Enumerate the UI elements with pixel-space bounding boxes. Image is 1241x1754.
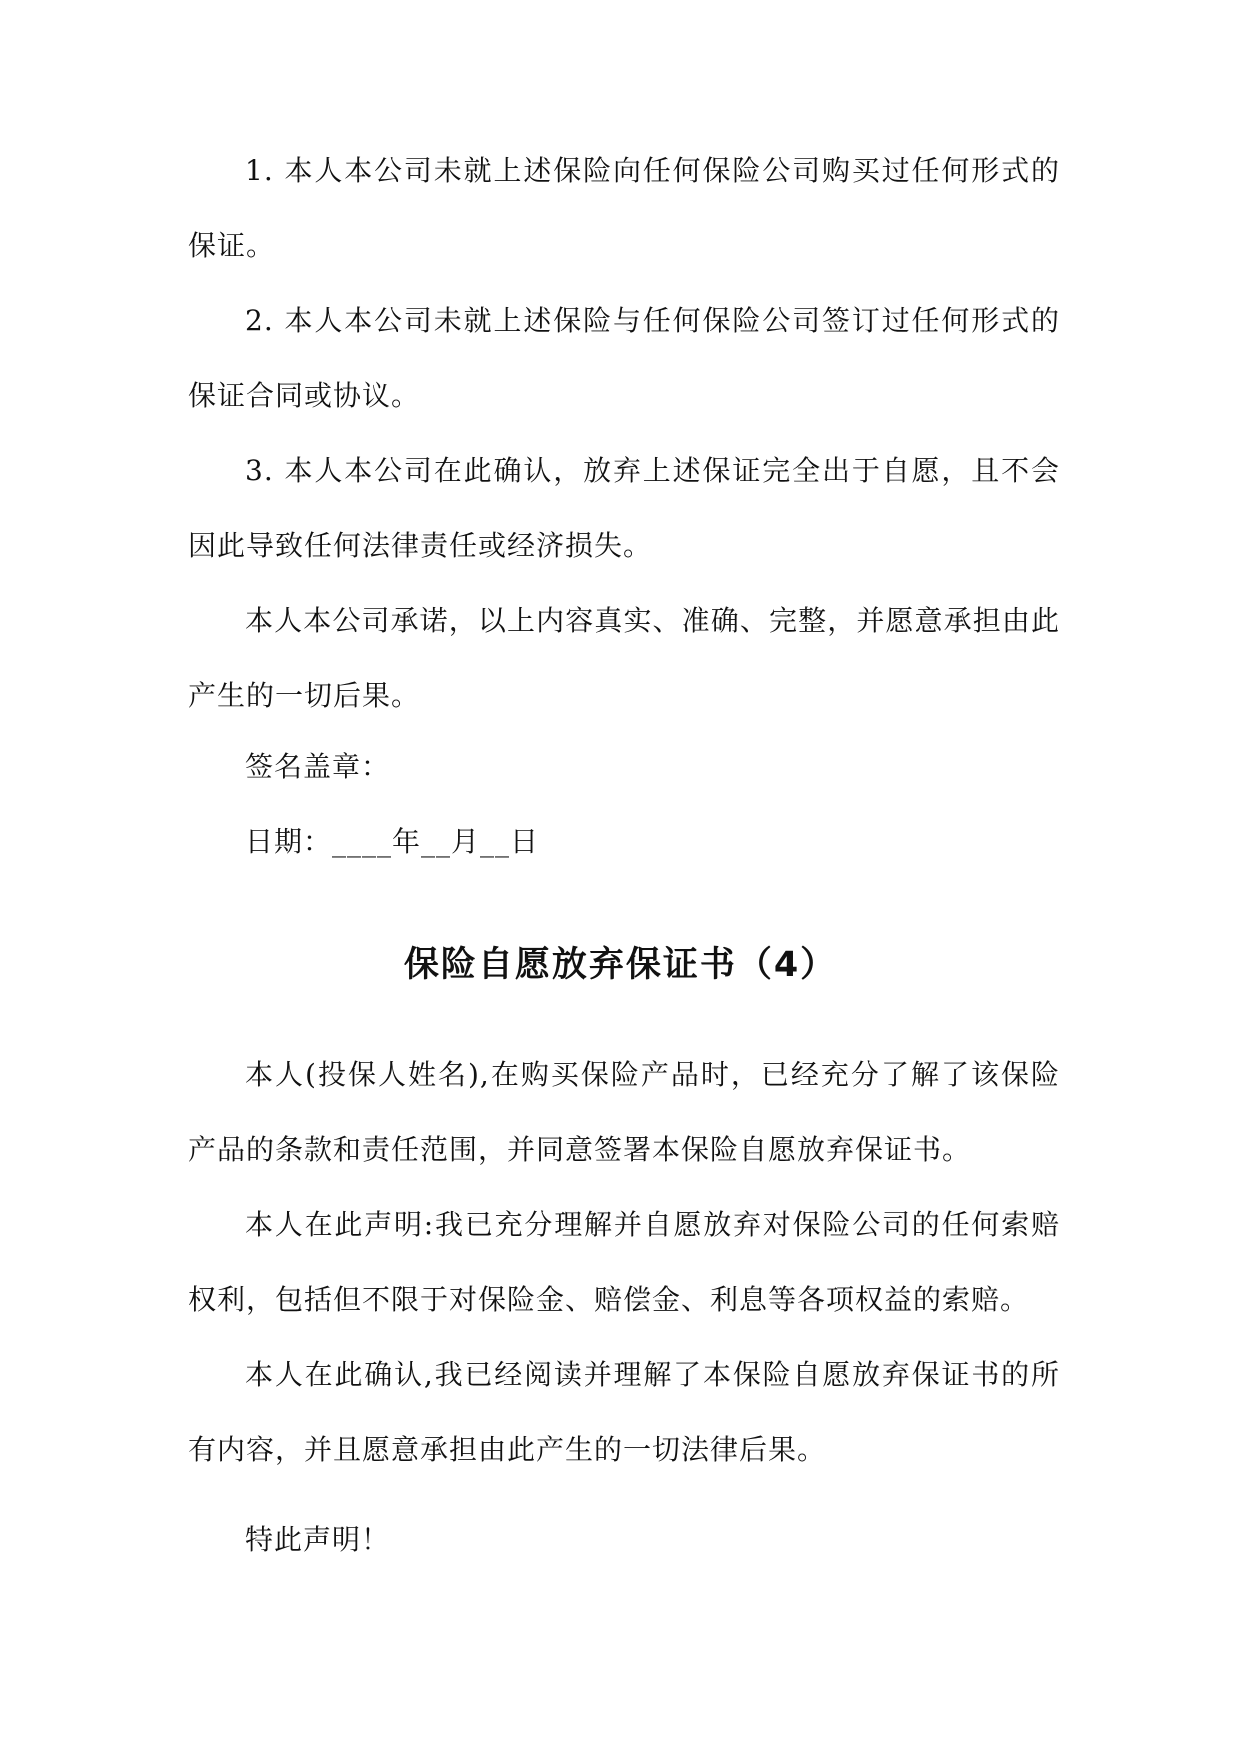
- section-title: 保险自愿放弃保证书（4）: [403, 945, 838, 985]
- closing-statement: 特此声明！: [245, 1523, 391, 1556]
- date-line: 日期：____年__月__日: [245, 825, 540, 858]
- signature-label: 签名盖章：: [245, 750, 391, 783]
- clause-item-3: 3. 本人本公司在此确认，放弃上述保证完全出于自愿，且不会因此导致任何法律责任或经济损失。: [188, 454, 1060, 562]
- clause-item-1: 1. 本人本公司未就上述保险向任何保险公司购买过任何形式的保证。: [188, 154, 1060, 262]
- commitment-paragraph: 本人本公司承诺，以上内容真实、准确、完整，并愿意承担由此产生的一切后果。: [188, 604, 1060, 712]
- declaration-paragraph-2: 本人在此声明:我已充分理解并自愿放弃对保险公司的任何索赔权利，包括但不限于对保险金、赔偿金、利息等各项权益的索赔。: [188, 1208, 1060, 1316]
- declaration-paragraph-3: 本人在此确认,我已经阅读并理解了本保险自愿放弃保证书的所有内容，并且愿意承担由此产生的一切法律后果。: [188, 1358, 1060, 1466]
- declaration-paragraph-1: 本人(投保人姓名),在购买保险产品时，已经充分了解了该保险产品的条款和责任范围，并同意签署本保险自愿放弃保证书。: [188, 1058, 1060, 1166]
- clause-item-2: 2. 本人本公司未就上述保险与任何保险公司签订过任何形式的保证合同或协议。: [188, 304, 1060, 412]
